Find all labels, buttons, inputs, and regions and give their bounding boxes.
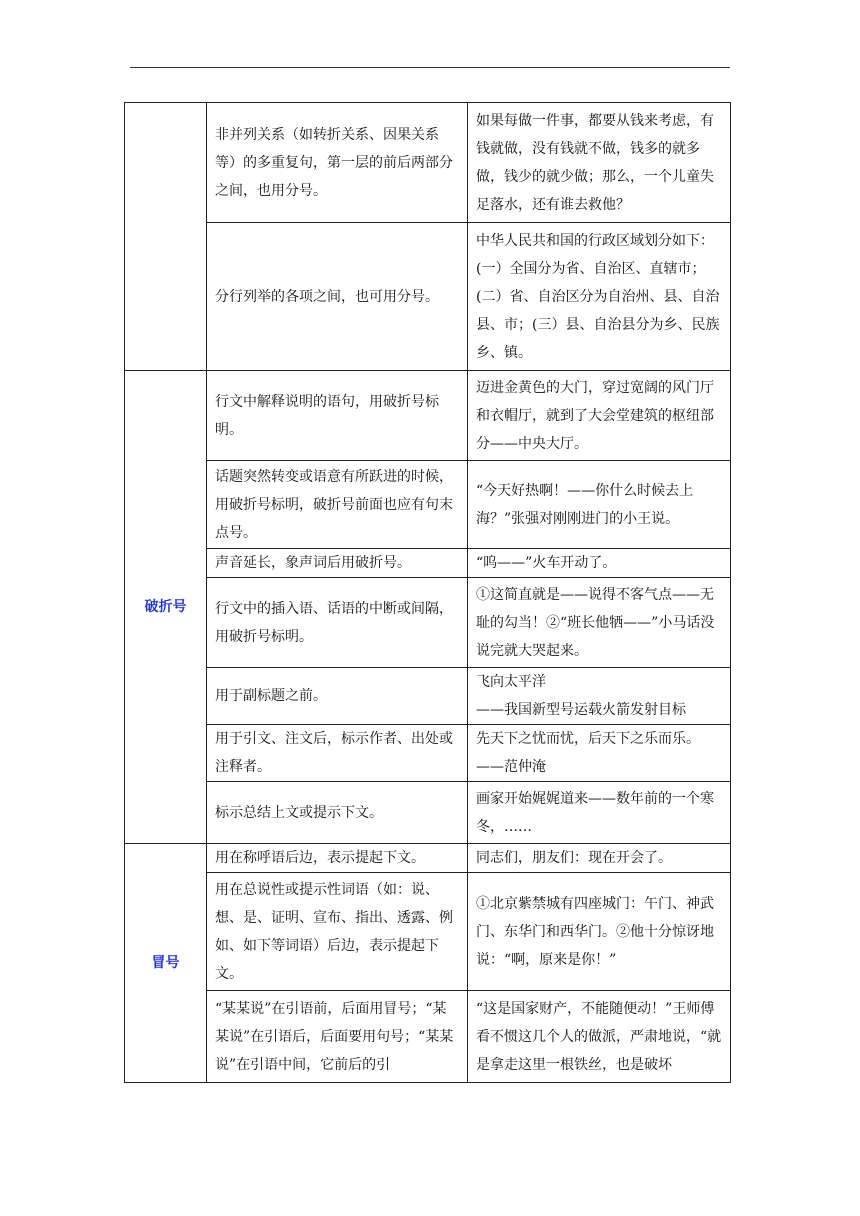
table-row (125, 873, 731, 991)
rule-cell: 分行列举的各项之间，也可用分号。 (207, 223, 468, 371)
rule-cell: 用于引文、注文后，标示作者、出处或注释者。 (207, 725, 468, 782)
example-cell: “这是国家财产，不能随便动！”王师傅看不惯这几个人的做派，严肃地说，“就是拿走这里一根铁丝，也是破坏 (468, 991, 731, 1083)
table-row (125, 223, 731, 371)
rule-cell: 话题突然转变或语意有所跃进的时候，用破折号标明，破折号前面也应有句末点号。 (207, 461, 468, 549)
example-cell (468, 668, 731, 725)
table-row (125, 461, 731, 549)
subtitle-main: 飞向太平洋 (476, 674, 546, 690)
example-cell: 中华人民共和国的行政区域划分如下：(一）全国分为省、自治区、直辖市；(二）省、自治区分为自治州、县、自治县、市；(三）县、自治县分为乡、民族乡、镇。 (468, 223, 731, 371)
rule-cell: “某某说”在引语前，后面用冒号；“某某说”在引语后，后面要用句号；“某某说”在引语中间，它前后的引 (207, 991, 468, 1083)
table-row (125, 668, 731, 725)
rule-cell: 行文中解释说明的语句，用破折号标明。 (207, 371, 468, 461)
quote-text: 先天下之忧而忧，后天下之乐而乐。 (476, 731, 700, 747)
header-rule (130, 67, 730, 68)
category-cell: 冒号 (125, 844, 207, 1083)
table-row (125, 578, 731, 668)
example-cell (468, 725, 731, 782)
table-row (125, 725, 731, 782)
category-cell: 破折号 (125, 371, 207, 844)
example-cell: 迈进金黄色的大门，穿过宽阔的风门厅和衣帽厅，就到了大会堂建筑的枢纽部分——中央大厅。 (468, 371, 731, 461)
subtitle-sub: ——我国新型号运载火箭发射目标 (476, 702, 686, 718)
example-cell: 如果每做一件事，都要从钱来考虑，有钱就做，没有钱就不做，钱多的就多做，钱少的就少做；那么，一个儿童失足落水，还有谁去救他？ (468, 103, 731, 223)
table-row (125, 103, 731, 223)
table-row (125, 549, 731, 578)
table-row (125, 844, 731, 873)
example-cell: ①北京紫禁城有四座城门：午门、神武门、东华门和西华门。②他十分惊讶地说：“啊，原来是你！” (468, 873, 731, 991)
example-cell: ①这简直就是——说得不客气点——无耻的勾当！②“班长他牺——”小马话没说完就大哭起来。 (468, 578, 731, 668)
rule-cell: 声音延长，象声词后用破折号。 (207, 549, 468, 578)
rule-cell: 非并列关系（如转折关系、因果关系等）的多重复句，第一层的前后两部分之间，也用分号。 (207, 103, 468, 223)
example-cell: “今天好热啊！——你什么时候去上海？”张强对刚刚进门的小王说。 (468, 461, 731, 549)
rule-cell: 用于副标题之前。 (207, 668, 468, 725)
table-row (125, 782, 731, 844)
rule-cell: 用在总说性或提示性词语（如：说、想、是、证明、宣布、指出、透露、例如、如下等词语）后边，表示提起下文。 (207, 873, 468, 991)
punctuation-table (124, 102, 731, 1083)
table-row (125, 371, 731, 461)
quote-author: ——范仲淹 (476, 759, 546, 775)
rule-cell: 标示总结上文或提示下文。 (207, 782, 468, 844)
rule-cell: 用在称呼语后边，表示提起下文。 (207, 844, 468, 873)
table-row (125, 991, 731, 1083)
example-cell: 画家开始娓娓道来——数年前的一个寒冬，…… (468, 782, 731, 844)
category-cell (125, 103, 207, 371)
example-cell: “呜——”火车开动了。 (468, 549, 731, 578)
example-cell: 同志们，朋友们：现在开会了。 (468, 844, 731, 873)
rule-cell: 行文中的插入语、话语的中断或间隔，用破折号标明。 (207, 578, 468, 668)
